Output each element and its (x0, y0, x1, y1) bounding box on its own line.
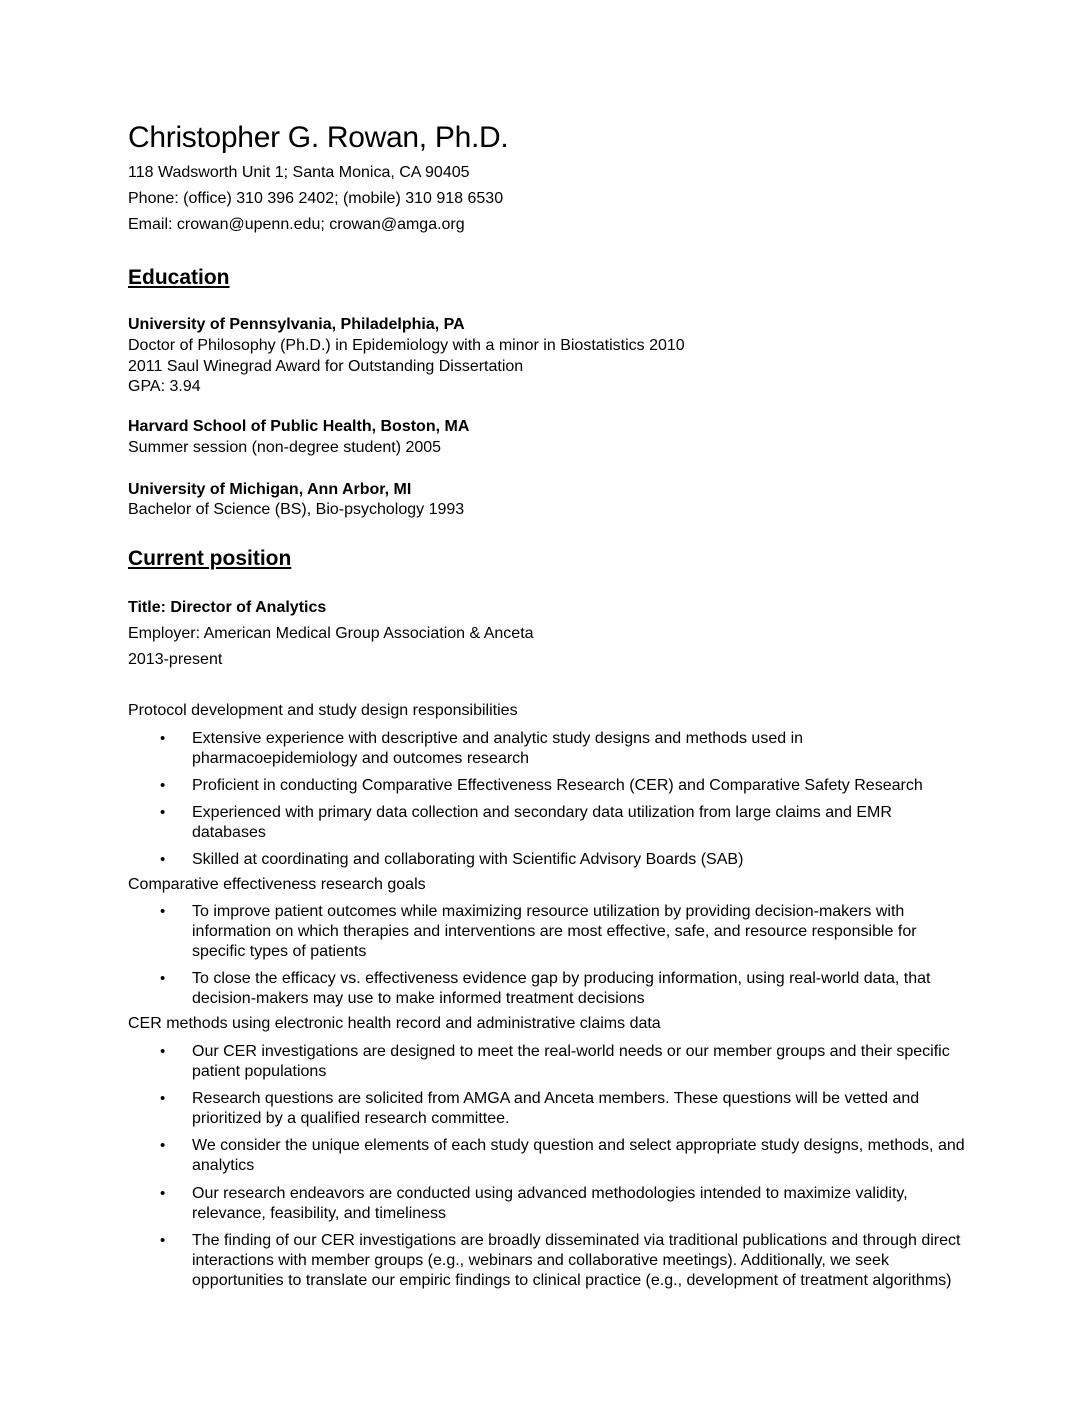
position-dates: 2013-present (128, 651, 223, 668)
contact-phone: Phone: (office) 310 396 2402; (mobile) 310 918 6530 (128, 190, 504, 207)
bullet-icon: • (160, 970, 166, 987)
bullet-icon: • (160, 730, 166, 747)
school-name-penn: University of Pennsylvania, Philadelphia, PA (128, 316, 465, 333)
list-item-text: Experienced with primary data collection and secondary data utilization from large claims and EMR databases (192, 804, 892, 841)
bullet-icon: • (160, 777, 166, 794)
list-item-text: Research questions are solicited from AMGA and Anceta members. These questions will be vetted and prioritized by a qualified research committee. (192, 1090, 920, 1127)
bullet-icon: • (160, 1090, 166, 1107)
list-item-text: Skilled at coordinating and collaborating with Scientific Advisory Boards (SAB) (192, 851, 744, 868)
bullet-icon: • (160, 1137, 166, 1154)
school-detail: 2011 Saul Winegrad Award for Outstanding Dissertation (128, 358, 524, 375)
position-title: Title: Director of Analytics (128, 599, 327, 616)
bullet-icon: • (160, 1185, 166, 1202)
group-title-protocol: Protocol development and study design responsibilities (128, 702, 518, 719)
list-item-text: The finding of our CER investigations are broadly disseminated via traditional publications and through direct interactions with member groups (e.g., webinars and collaborative meetings). Additionally, we seek opportunities to translate our empiric findings to clinical practice (e.g., development of treatment algorithms) (192, 1232, 961, 1289)
resume-name: Christopher G. Rowan, Ph.D. (128, 121, 509, 154)
school-detail: Bachelor of Science (BS), Bio-psychology 1993 (128, 501, 465, 518)
list-item-text: To close the efficacy vs. effectiveness evidence gap by producing information, using real-world data, that decision-makers may use to make informed treatment decisions (192, 970, 931, 1007)
current-position-heading: Current position (128, 547, 292, 570)
school-detail: Summer session (non-degree student) 2005 (128, 439, 442, 456)
bullet-icon: • (160, 851, 166, 868)
contact-address: 118 Wadsworth Unit 1; Santa Monica, CA 90405 (128, 164, 470, 181)
school-detail: GPA: 3.94 (128, 378, 201, 395)
list-item-text: We consider the unique elements of each study question and select appropriate study designs, methods, and analytics (192, 1137, 965, 1174)
school-detail: Doctor of Philosophy (Ph.D.) in Epidemiology with a minor in Biostatistics 2010 (128, 337, 685, 354)
bullet-icon: • (160, 1043, 166, 1060)
bullet-icon: • (160, 1232, 166, 1249)
position-employer: Employer: American Medical Group Association & Anceta (128, 625, 534, 642)
school-name-harvard: Harvard School of Public Health, Boston, MA (128, 418, 470, 435)
education-heading: Education (128, 266, 230, 289)
list-item-text: Proficient in conducting Comparative Effectiveness Research (CER) and Comparative Safety Research (192, 777, 923, 794)
group-title-cer-goals: Comparative effectiveness research goals (128, 876, 426, 893)
list-item-text: Our research endeavors are conducted using advanced methodologies intended to maximize validity, relevance, feasibility, and timeliness (192, 1185, 908, 1222)
contact-email: Email: crowan@upenn.edu; crowan@amga.org (128, 216, 465, 233)
group-title-cer-methods: CER methods using electronic health record and administrative claims data (128, 1015, 661, 1032)
bullet-icon: • (160, 903, 166, 920)
bullet-icon: • (160, 804, 166, 821)
list-item-text: Our CER investigations are designed to meet the real-world needs or our member groups and their specific patient populations (192, 1043, 950, 1080)
school-name-michigan: University of Michigan, Ann Arbor, MI (128, 481, 412, 498)
list-item-text: To improve patient outcomes while maximizing resource utilization by providing decision-makers with information on which therapies and interventions are most effective, safe, and resource responsible for specific types of patients (192, 903, 917, 960)
list-item-text: Extensive experience with descriptive and analytic study designs and methods used in pharmacoepidemiology and outcomes research (192, 730, 804, 767)
